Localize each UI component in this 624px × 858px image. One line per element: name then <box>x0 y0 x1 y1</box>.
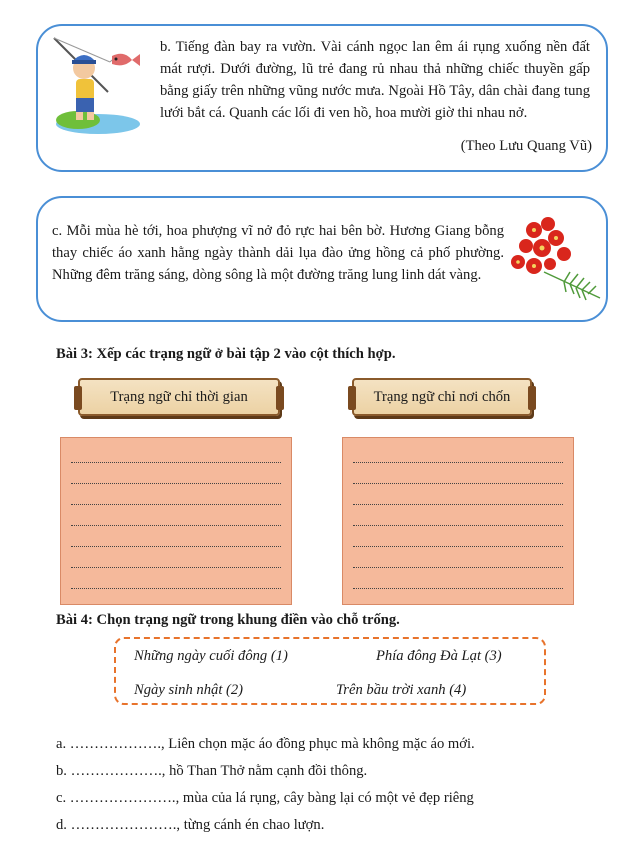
bai4-heading: Bài 4: Chọn trạng ngữ trong khung điền vào chỗ trống. <box>56 612 400 628</box>
bai3-heading: Bài 3: Xếp các trạng ngữ ở bài tập 2 vào cột thích hợp. <box>56 346 396 362</box>
flamboyant-flower-icon <box>504 212 608 308</box>
time-adverbial-label-plank <box>78 378 280 416</box>
passage-c-text: c. Mỗi mùa hè tới, hoa phượng vĩ nở đỏ rực hai bên bờ. Hương Giang bỗng thay chiếc áo xanh hằng ngày thành dải lụa đào ửng hồng cả phố phường. Những đêm trăng sáng, dòng sông là một đường trăng lung linh dát vàng. <box>52 223 504 283</box>
sentence-c[interactable]: c. …………………., mùa của lá rụng, cây bàng lại có một vẻ đẹp riêng <box>56 790 474 806</box>
option-3: Phía đông Đà Lạt (3) <box>376 648 502 664</box>
time-adverbial-label: Trạng ngữ chỉ thời gian <box>110 388 248 405</box>
place-adverbial-label-plank <box>352 378 532 416</box>
passage-b-source: (Theo Lưu Quang Vũ) <box>460 138 592 154</box>
boy-fishing-icon <box>48 32 148 138</box>
time-adverbial-answer-box[interactable] <box>60 437 292 605</box>
place-adverbial-label: Trạng ngữ chỉ nơi chốn <box>373 388 511 405</box>
passage-b-text: b. Tiếng đàn bay ra vườn. Vài cánh ngọc lan êm ái rụng xuống nền đất mát rượi. Dưới đường, lũ trẻ đang rủ nhau thả những chiếc thuyền gấp bằng giấy trên những vũng nước mưa. Ngoài Hồ Tây, dân chài đang tung lưới bắt cá. Quanh các lối đi ven hồ, hoa mười giờ thi nhau nở. <box>160 39 590 121</box>
option-4: Trên bầu trời xanh (4) <box>336 682 467 698</box>
option-2: Ngày sinh nhật (2) <box>134 682 244 698</box>
sentence-d[interactable]: d. …………………., từng cánh én chao lượn. <box>56 817 325 833</box>
place-adverbial-answer-box[interactable] <box>342 437 574 605</box>
sentence-b[interactable]: b. ………………., hồ Than Thở nằm cạnh đồi thông. <box>56 763 368 779</box>
option-1: Những ngày cuối đông (1) <box>134 648 288 664</box>
sentence-a[interactable]: a. ………………., Liên chọn mặc áo đồng phục mà không mặc áo mới. <box>56 736 475 752</box>
